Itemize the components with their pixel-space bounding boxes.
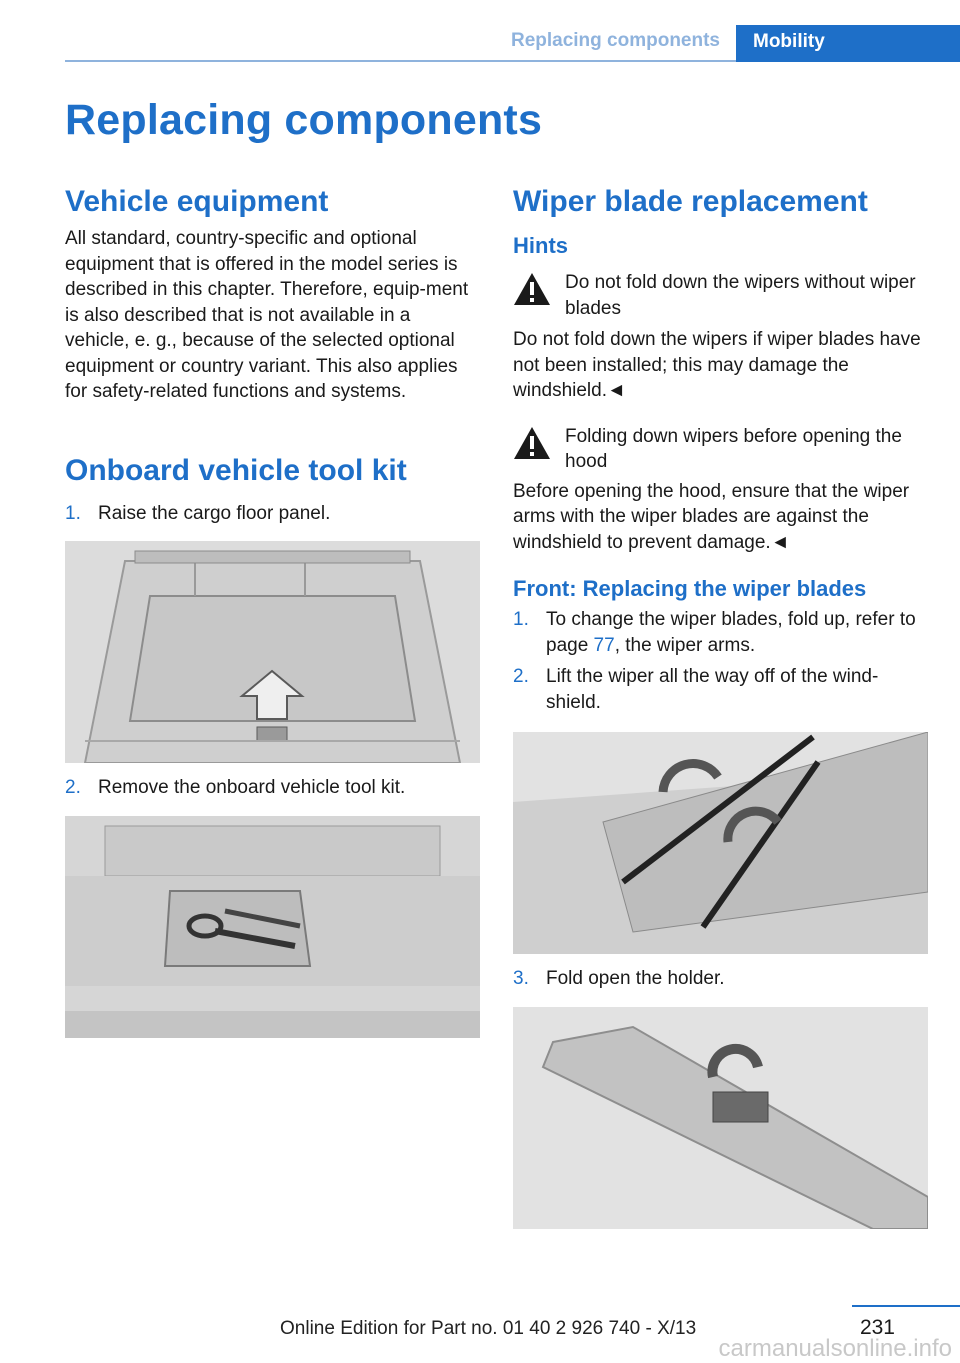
tool-kit-steps [65, 501, 480, 527]
wiper-holder-illustration [513, 1007, 928, 1229]
warning-2-body: Before opening the hood, ensure that the wiper arms with the wiper blades are against the windshield to prevent damage.◄ [513, 480, 910, 553]
header-chapter-tab[interactable]: Mobility [736, 25, 960, 62]
edition-footer: Online Edition for Part no. 01 40 2 926 740 - X/13 [280, 1318, 697, 1339]
hints-heading: Hints [513, 233, 568, 258]
footer-rule [852, 1305, 960, 1307]
step-number: 2. [65, 777, 81, 798]
warning-1-body: Do not fold down the wipers if wiper blades have not been installed; this may damage the windshield.◄ [513, 329, 921, 401]
wiper-step-3 [513, 966, 928, 992]
step-text: Fold open the holder. [546, 968, 725, 989]
left-column [65, 182, 480, 1038]
page-reference-link[interactable]: 77 [593, 634, 615, 656]
warning-1 [513, 270, 928, 321]
header-section-title: Replacing components [510, 30, 720, 51]
page-title: Replacing components [65, 96, 543, 144]
right-column [513, 182, 928, 1229]
step-text: Lift the wiper all the way off of the wind-shield. [546, 666, 879, 713]
step-text-pre: To change the wiper blades, fold up, refer to page [546, 609, 916, 656]
step-number: 1. [65, 502, 81, 524]
tool-kit-heading: Onboard vehicle tool kit [65, 453, 407, 487]
step-text-post: , the wiper arms. [614, 634, 756, 656]
wiper-arms-illustration [513, 732, 928, 954]
page-number: 231 [859, 1316, 895, 1339]
step-number: 2. [513, 666, 529, 687]
warning-triangle-icon [513, 272, 551, 306]
wiper-steps-continued [513, 966, 928, 992]
tool-kit-steps-continued [65, 775, 480, 801]
warning-triangle-icon [513, 426, 551, 460]
step-text: Raise the cargo floor panel. [98, 502, 331, 524]
vehicle-equipment-body: All standard, country-specific and optional equipment that is offered in the model series is described in this chapter. Therefore, equip-ment is also described that is not available in a vehicle, e. g., because of the selected optional equipment or country variant. This also applies for safety-related functions and systems. [65, 228, 469, 402]
tool-kit-illustration [65, 816, 480, 1038]
step-text: Remove the onboard vehicle tool kit. [98, 777, 406, 798]
cargo-floor-illustration [65, 541, 480, 763]
warning-2 [513, 424, 928, 475]
wiper-step-1 [513, 607, 928, 658]
warning-1-title: Do not fold down the wipers without wiper blades [565, 272, 916, 319]
step-number: 3. [513, 968, 529, 989]
warning-2-title: Folding down wipers before opening the hood [565, 425, 902, 472]
vehicle-equipment-heading: Vehicle equipment [65, 185, 329, 218]
wiper-steps [513, 607, 928, 715]
front-replacement-heading: Front: Replacing the wiper blades [513, 576, 867, 601]
tool-kit-step-2 [65, 775, 480, 801]
step-number: 1. [513, 609, 529, 630]
watermark: carmanualsonline.info [718, 1335, 952, 1362]
wiper-step-2 [513, 664, 928, 715]
wiper-replacement-heading: Wiper blade replacement [513, 185, 868, 218]
tool-kit-step-1 [65, 501, 480, 527]
